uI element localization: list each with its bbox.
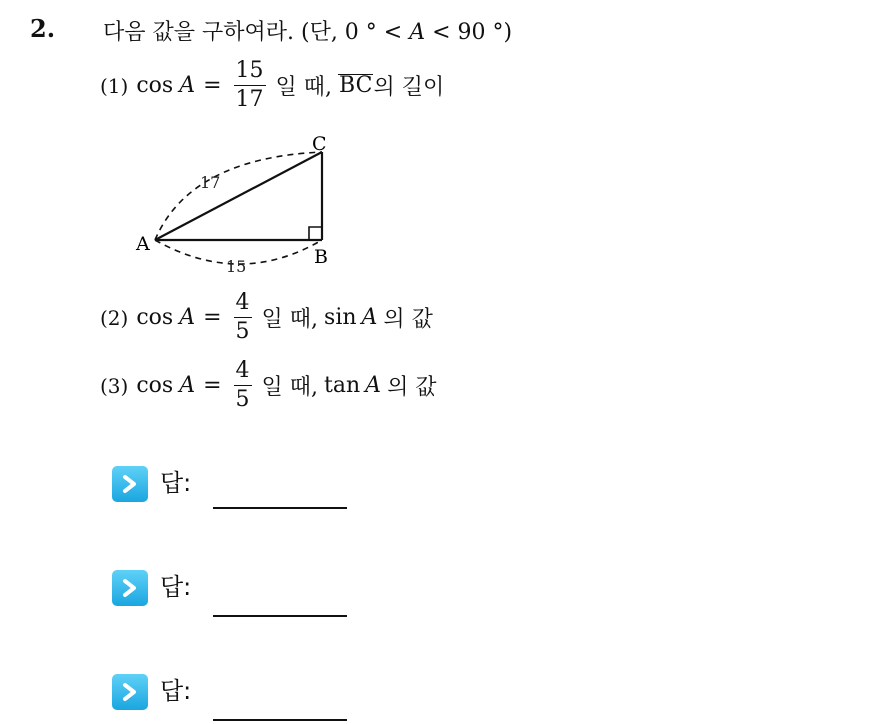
answer-label: 답: [160, 573, 192, 601]
vertex-b-label: B [314, 246, 328, 268]
sub2-number: (2) [100, 305, 129, 330]
sub2-fraction [234, 290, 252, 345]
sub1-segment: BC [339, 73, 373, 98]
answer-row-1 [112, 466, 191, 502]
chevron-right-icon [112, 570, 148, 606]
answer-row-3 [112, 674, 191, 710]
sub3-var: A [179, 373, 196, 398]
sub1-ask: 의 길이 [373, 75, 445, 100]
answer-blank-1[interactable] [213, 507, 347, 509]
sub1-equals: = [203, 73, 222, 98]
answer-label: 답: [160, 469, 192, 497]
sub3-target-func: tan [324, 373, 361, 398]
answer-blank-2[interactable] [213, 615, 347, 617]
question-text-main: 다음 값을 구하여라. (단, 0 ° < [103, 20, 410, 45]
right-angle-mark [309, 227, 322, 240]
sub3-numerator: 4 [234, 358, 252, 386]
sub3-fraction [234, 358, 252, 413]
sub3-target-var: A [365, 373, 382, 398]
sub2-equals: = [203, 305, 222, 330]
base-length-label: 15 [226, 257, 247, 276]
chevron-right-icon [112, 466, 148, 502]
sub3-equals: = [203, 373, 222, 398]
answer-row-2 [112, 570, 191, 606]
sub1-func: cos [136, 73, 174, 98]
sub2-ask: 의 값 [383, 307, 433, 332]
sub2-target-var: A [361, 305, 378, 330]
question-var: A [409, 20, 426, 45]
sub3-number: (3) [100, 373, 129, 398]
sub2-when: 일 때, [261, 307, 319, 332]
sub1-fraction [234, 58, 266, 113]
sub3-ask: 의 값 [387, 375, 437, 400]
sub-question-3 [100, 358, 437, 413]
sub2-target-func: sin [324, 305, 357, 330]
sub3-func: cos [136, 373, 174, 398]
sub2-numerator: 4 [234, 290, 252, 318]
answer-label: 답: [160, 677, 192, 705]
question-text-end: < 90 °) [425, 20, 513, 45]
chevron-right-icon [112, 674, 148, 710]
question-text [103, 15, 512, 46]
triangle-diagram [130, 128, 350, 278]
side-ac [155, 152, 322, 240]
vertex-a-label: A [136, 233, 150, 255]
sub-question-2 [100, 290, 433, 345]
sub1-var: A [179, 73, 196, 98]
sub2-func: cos [136, 305, 174, 330]
vertex-c-label: C [312, 133, 327, 155]
sub3-denominator: 5 [235, 387, 250, 412]
sub1-numerator: 15 [234, 58, 266, 86]
question-number: 2. [30, 14, 56, 43]
answer-blank-3[interactable] [213, 719, 347, 721]
sub1-denominator: 17 [235, 87, 264, 112]
sub2-var: A [179, 305, 196, 330]
sub2-denominator: 5 [235, 319, 250, 344]
sub3-when: 일 때, [261, 375, 319, 400]
sub1-number: (1) [100, 73, 129, 98]
hypotenuse-length-label: 17 [200, 173, 221, 192]
sub-question-1 [100, 58, 444, 113]
sub1-when: 일 때, [275, 75, 333, 100]
